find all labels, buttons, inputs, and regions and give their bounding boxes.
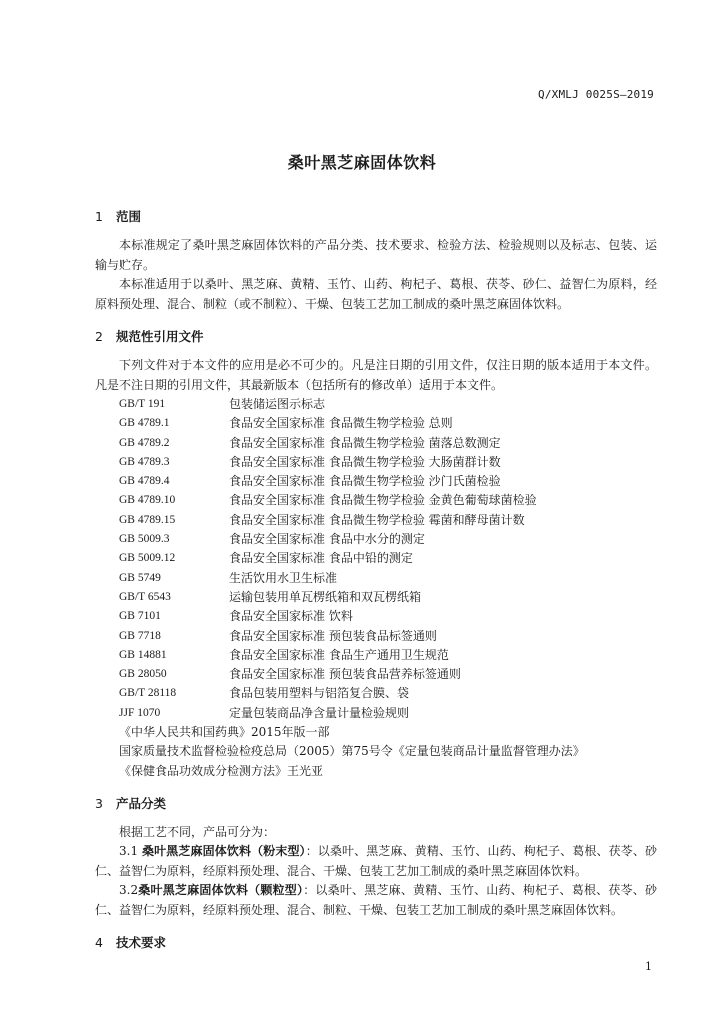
document-code: Q/XMLJ 0025S—2019 [538, 88, 654, 101]
reference-extra: 国家质量技术监督检验检疫总局（2005）第75号令《定量包装商品计量监督管理办法》 [119, 744, 585, 759]
reference-row [95, 491, 657, 510]
reference-extra: 《保健食品功效成分检测方法》王光亚 [119, 763, 324, 778]
reference-row [95, 684, 657, 703]
section-title: 技术要求 [116, 935, 167, 951]
reference-code: GB 5009.3 [119, 533, 170, 546]
scope-paragraph-1: 本标准规定了桑叶黑芝麻固体饮料的产品分类、技术要求、检验方法、检验规则以及标志、包装、运输与贮存。 [95, 238, 657, 272]
reference-row [95, 569, 657, 588]
scope-paragraph-2: 本标准适用于以桑叶、黑芝麻、黄精、玉竹、山药、枸杞子、葛根、茯苓、砂仁、益智仁为原料，经原料预处理、混合、制粒（或不制粒）、干燥、包装工艺加工制成的桑叶黑芝麻固体饮料。 [95, 277, 657, 311]
reference-name: 食品包装用塑料与铝箔复合膜、袋 [229, 686, 410, 701]
reference-code: GB/T 191 [119, 398, 166, 410]
page-number: 1 [645, 960, 652, 973]
reference-row [95, 472, 657, 491]
item-title: 桑叶黑芝麻固体饮料（颗粒型） [138, 883, 304, 898]
classification-intro: 根据工艺不同，产品可分为： [119, 824, 276, 839]
reference-row [95, 646, 657, 665]
reference-row [95, 511, 657, 530]
reference-code: GB 5009.12 [119, 552, 176, 565]
item-title: 桑叶黑芝麻固体饮料（粉末型） [142, 844, 306, 859]
reference-row [95, 530, 657, 549]
reference-list [95, 395, 657, 723]
classification-item-1 [95, 842, 657, 881]
section-number: 1 [95, 209, 103, 224]
item-number: 3.1 [119, 844, 139, 859]
section-title: 规范性引用文件 [116, 329, 204, 344]
reference-name: 食品安全国家标准 预包装食品营养标签通则 [229, 667, 461, 682]
reference-row [95, 607, 657, 626]
reference-code: GB 4789.3 [119, 455, 170, 468]
reference-code: GB 4789.15 [119, 513, 176, 526]
reference-code: GB 7101 [119, 610, 161, 623]
reference-extra: 《中华人民共和国药典》2015年版一部 [119, 725, 330, 740]
section-title: 范围 [116, 209, 142, 224]
reference-name: 食品安全国家标准 食品中铅的测定 [229, 551, 413, 566]
item-text: ：以桑叶、黑芝麻、黄精、玉竹、山药、枸杞子、葛根、茯苓、砂仁、益智仁为原料，经原料预处理、混合、干燥、包装工艺加工制成的桑叶黑芝麻固体饮料。 [95, 844, 657, 878]
section-heading-classification [95, 793, 657, 814]
reference-name: 食品安全国家标准 预包装食品标签通则 [229, 628, 437, 643]
classification-item-2 [95, 881, 657, 920]
reference-name: 定量包装商品净含量计量检验规则 [229, 705, 410, 720]
reference-name: 生活饮用水卫生标准 [229, 570, 338, 585]
reference-code: GB 4789.4 [119, 475, 170, 488]
reference-row [95, 395, 657, 414]
section-heading-refs [95, 326, 657, 347]
reference-code: GB 28050 [119, 668, 167, 681]
reference-code: GB 4789.10 [119, 494, 176, 507]
item-text: ：以桑叶、黑芝麻、黄精、玉竹、山药、枸杞子、葛根、茯苓、砂仁、益智仁为原料，经原料预处理、混合、制粒、干燥、包装工艺加工制成的桑叶黑芝麻固体饮料。 [95, 883, 657, 917]
section-number: 3 [95, 795, 103, 811]
reference-name: 食品安全国家标准 食品微生物学检验 总则 [229, 416, 453, 431]
reference-name: 食品安全国家标准 食品中水分的测定 [229, 532, 425, 547]
refs-intro: 下列文件对于本文件的应用是必不可少的。凡是注日期的引用文件，仅注日期的版本适用于本文件。凡是不注日期的引用文件，其最新版本（包括所有的修改单）适用于本文件。 [95, 358, 657, 392]
reference-row [95, 704, 657, 723]
section-number: 2 [95, 329, 103, 344]
document-body [95, 206, 657, 953]
reference-code: GB 4789.1 [119, 417, 170, 430]
reference-row [95, 588, 657, 607]
reference-name: 包装储运图示标志 [229, 397, 326, 411]
reference-name: 食品安全国家标准 食品微生物学检验 大肠菌群计数 [229, 454, 501, 469]
reference-row [95, 414, 657, 433]
reference-code: GB/T 6543 [119, 590, 171, 603]
reference-code: JJF 1070 [119, 706, 161, 719]
document-title: 桑叶黑芝麻固体饮料 [287, 153, 437, 172]
reference-name: 食品安全国家标准 饮料 [229, 609, 353, 624]
reference-row [95, 434, 657, 453]
section-heading-scope [95, 206, 657, 227]
reference-code: GB 4789.2 [119, 436, 170, 449]
section-number: 4 [95, 935, 103, 951]
reference-name: 运输包装用单瓦楞纸箱和双瓦楞纸箱 [229, 589, 422, 604]
reference-code: GB/T 28118 [119, 687, 177, 700]
reference-row [95, 549, 657, 568]
reference-name: 食品安全国家标准 食品生产通用卫生规范 [229, 647, 449, 662]
section-heading-tech [95, 932, 657, 953]
reference-name: 食品安全国家标准 食品微生物学检验 沙门氏菌检验 [229, 474, 501, 489]
reference-row [95, 627, 657, 646]
reference-row [95, 453, 657, 472]
reference-code: GB 14881 [119, 648, 167, 661]
reference-row [95, 665, 657, 684]
reference-name: 食品安全国家标准 食品微生物学检验 霉菌和酵母菌计数 [229, 512, 525, 527]
item-number: 3.2 [119, 883, 139, 898]
reference-name: 食品安全国家标准 食品微生物学检验 金黄色葡萄球菌检验 [229, 493, 537, 508]
reference-code: GB 5749 [119, 571, 161, 584]
section-title: 产品分类 [116, 795, 167, 811]
reference-code: GB 7718 [119, 629, 161, 642]
reference-name: 食品安全国家标准 食品微生物学检验 菌落总数测定 [229, 435, 501, 450]
